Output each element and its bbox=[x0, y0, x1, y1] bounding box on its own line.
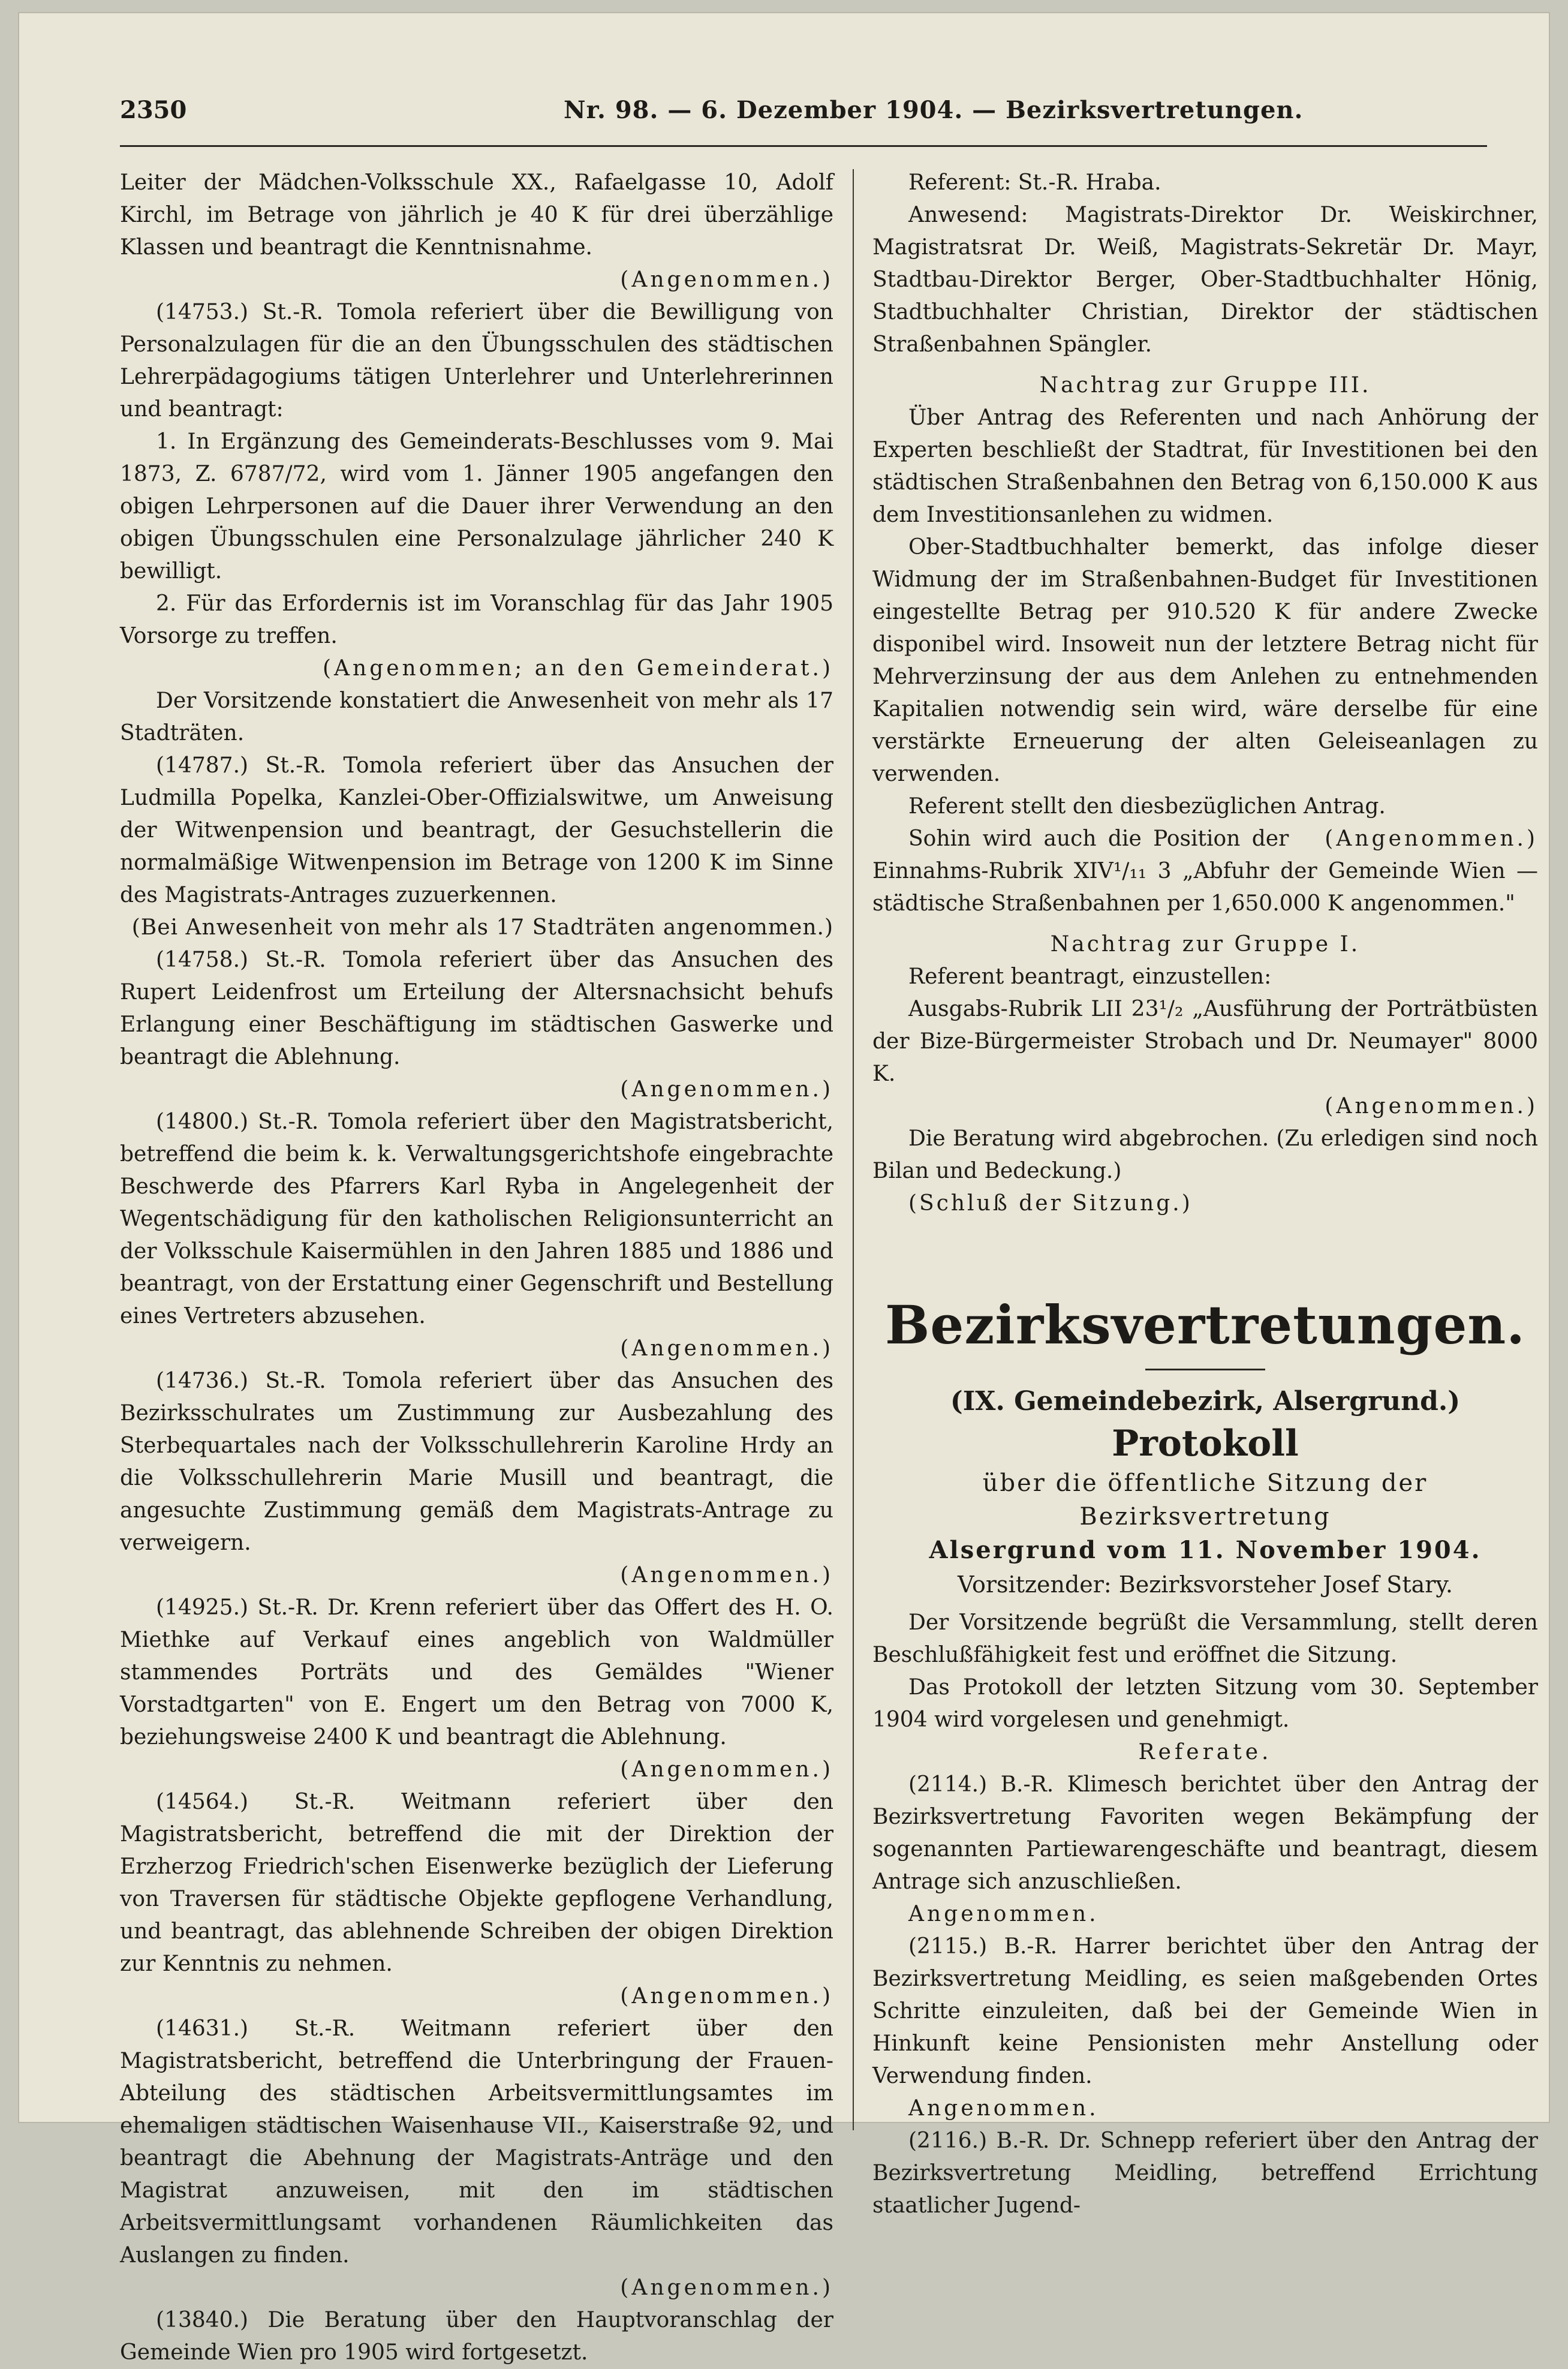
vote-result: (Angenommen.) bbox=[620, 1757, 833, 1782]
vote-result: (Angenommen.) bbox=[1325, 1094, 1538, 1119]
paragraph: Der Vorsitzende konstatiert die Anwesenheit von mehr als 17 Stadträten. bbox=[120, 689, 833, 745]
vote-result: (Angenommen.) bbox=[620, 1077, 833, 1102]
attendance: Anwesend: Magistrats-Direktor Dr. Weiskirchner, Magistratsrat Dr. Weiß, Magistrats-Sekretär Dr. Mayr, Stadtbau-Direktor Berger, Ober-Stadtbuchhalter Hönig, Stadtbuchhalter Christian, Direktor der städtischen Straßenbahnen Spängler. bbox=[872, 203, 1538, 357]
paragraph: (14758.) St.-R. Tomola referiert über das Ansuchen des Rupert Leidenfrost um Erteilung der Altersnachsicht behufs Erlangung einer Beschäftigung im städtischen Gaswerke und beantragt die Ablehnung. bbox=[120, 948, 833, 1069]
paragraph: (14631.) St.-R. Weitmann referiert über den Magistratsbericht, betreffend die Unterbringung der Frauen-Abteilung des städtischen Arbeitsvermittlungsamtes im ehemaligen städtischen Waisenhause VII., Kaiserstraße 92, und beantragt die Abehnung der Magistrats-Anträge und den Magistrat anzuweisen, mit den im städtischen Arbeitsvermittlungsamt vorhandenen Räumlichkeiten das Auslangen zu finden. bbox=[120, 2016, 833, 2268]
newspaper-page bbox=[18, 12, 1550, 2365]
paragraph: (13840.) Die Beratung über den Hauptvoranschlag der Gemeinde Wien pro 1905 wird fortgesetzt. bbox=[120, 2308, 833, 2365]
paragraph: (14925.) St.-R. Dr. Krenn referiert über das Offert des H. O. Miethke auf Verkauf eines angeblich von Waldmüller stammendes Porträts und des Gemäldes "Wiener Vorstadtgarten" von E. Engert um den Betrag von 7000 K, beziehungsweise 2400 K und beantragt die Ablehnung. bbox=[120, 1595, 833, 1749]
paragraph: Der Vorsitzende begrüßt die Versammlung, stellt deren Beschlußfähigkeit fest und eröffnet die Sitzung. bbox=[872, 1610, 1538, 1667]
vote-result: (Angenommen.) bbox=[620, 1563, 833, 1588]
running-title: Nr. 98. — 6. Dezember 1904. — Bezirksvertretungen. bbox=[564, 96, 1304, 124]
paragraph: 2. Für das Erfordernis ist im Voranschlag für das Jahr 1905 Vorsorge zu treffen. bbox=[120, 591, 833, 648]
paragraph: 1. In Ergänzung des Gemeinderats-Beschlusses vom 9. Mai 1873, Z. 6787/72, wird vom 1. Jänner 1905 angefangen den obigen Lehrpersonen auf die Dauer ihrer Verwendung an den obigen Übungsschulen eine Personalzulage jährlicher 240 K bewilligt. bbox=[120, 429, 833, 584]
section-subtitle: Nachtrag zur Gruppe III. bbox=[1039, 373, 1371, 398]
vote-result: (Angenommen.) bbox=[620, 1984, 833, 2009]
vote-result: (Angenommen.) bbox=[1325, 826, 1538, 851]
paragraph: Ausgabs-Rubrik LII 23¹/₂ „Ausführung der Porträtbüsten der Bize-Bürgermeister Strobach und Dr. Neumayer" 8000 K. bbox=[872, 997, 1538, 1086]
vote-result: (Angenommen.) bbox=[620, 267, 833, 292]
paragraph: (14736.) St.-R. Tomola referiert über das Ansuchen des Bezirksschulrates um Zustimmung zur Ausbezahlung des Sterbequartales nach der Volksschullehrerin Karoline Hrdy an die Volksschullehrerin Marie Musill und beantragt, die angesuchte Zustimmung gemäß dem Magistrats-Antrage zu verweigern. bbox=[120, 1369, 833, 1555]
page-number: 2350 bbox=[120, 96, 187, 124]
header-rule bbox=[120, 145, 1487, 147]
right-column bbox=[872, 167, 1538, 2222]
title-rule bbox=[1145, 1369, 1265, 1370]
vote-result: (Angenommen.) bbox=[620, 2275, 833, 2300]
paragraph: (2116.) B.-R. Dr. Schnepp referiert über den Antrag der Bezirksvertretung Meidling, betreffend Errichtung staatlicher Jugend- bbox=[872, 2129, 1538, 2218]
paragraph: Ober-Stadtbuchhalter bemerkt, das infolge dieser Widmung der im Straßenbahnen-Budget für Investitionen eingestellte Betrag per 910.520 K für andere Zwecke disponibel wird. Insoweit nun der letztere Betrag nicht für Mehrverzinsung der aus dem Anlehen zu entnehmenden Kapitalien notwendig sein wird, wäre derselbe für eine verstärkte Erneuerung der alten Geleiseanlagen zu verwenden. bbox=[872, 535, 1538, 786]
paragraph: (14564.) St.-R. Weitmann referiert über den Magistratsbericht, betreffend die mit der Direktion der Erzherzog Friedrich'schen Eisenwerke bezüglich der Lieferung von Traversen für städtische Objekte gepflogene Verhandlung, und beantragt, das ablehnende Schreiben der obigen Direktion zur Kenntnis zu nehmen. bbox=[120, 1790, 833, 1976]
paragraph: Das Protokoll der letzten Sitzung vom 30. September 1904 wird vorgelesen und genehmigt. bbox=[872, 1675, 1538, 1732]
protocol-date: Alsergrund vom 11. November 1904. bbox=[929, 1536, 1482, 1564]
paragraph: Referent beantragt, einzustellen: bbox=[908, 964, 1272, 989]
vote-result: (Angenommen.) bbox=[620, 1336, 833, 1361]
left-column bbox=[120, 167, 833, 2369]
paragraph: (2114.) B.-R. Klimesch berichtet über den Antrag der Bezirksvertretung Favoriten wegen Bekämpfung der sogenannten Partiewarengeschäfte und beantragt, diesem Antrage sich anzuschließen. bbox=[872, 1772, 1538, 1894]
paragraph: (14753.) St.-R. Tomola referiert über die Bewilligung von Personalzulagen für die an den Übungsschulen des städtischen Lehrerpädagogiums tätigen Unterlehrer und Unterlehrerinnen und beantragt: bbox=[120, 300, 833, 422]
paragraph: Über Antrag des Referenten und nach Anhörung der Experten beschließt der Stadtrat, für Investitionen bei den städtischen Straßenbahnen den Betrag von 6,150.000 K aus dem Investitionsanlehen zu widmen. bbox=[872, 405, 1538, 527]
protocol-subtitle: über die öffentliche Sitzung der Bezirksvertretung bbox=[982, 1469, 1428, 1531]
referent-line: Referent: St.-R. Hraba. bbox=[908, 170, 1161, 195]
session-end: (Schluß der Sitzung.) bbox=[908, 1191, 1193, 1216]
page-header bbox=[120, 96, 1487, 138]
district-heading: (IX. Gemeindebezirk, Alsergrund.) bbox=[950, 1386, 1461, 1417]
chair-line: Vorsitzender: Bezirksvorsteher Josef Stary. bbox=[958, 1571, 1453, 1598]
protocol-heading: Protokoll bbox=[1112, 1423, 1299, 1465]
referent-motion: Referent stellt den diesbezüglichen Antrag. bbox=[908, 794, 1386, 819]
vote-result: Angenommen. bbox=[908, 1902, 1099, 1926]
reports-heading: Referate. bbox=[1138, 1740, 1272, 1764]
paragraph: Leiter der Mädchen-Volksschule XX., Rafaelgasse 10, Adolf Kirchl, im Betrage von jährlich je 40 K für drei überzählige Klassen und beantragt die Kenntnisnahme. bbox=[120, 170, 833, 260]
paragraph bbox=[872, 790, 1538, 851]
section-title: Bezirksvertretungen. bbox=[885, 1294, 1525, 1356]
paragraph: Die Beratung wird abgebrochen. (Zu erledigen sind noch Bilan und Bedeckung.) bbox=[872, 1126, 1538, 1183]
vote-result: (Angenommen; an den Gemeinderat.) bbox=[322, 656, 833, 681]
vote-result: (Bei Anwesenheit von mehr als 17 Stadträten angenommen.) bbox=[131, 915, 833, 940]
vote-result: Angenommen. bbox=[908, 2096, 1099, 2121]
paragraph: (14800.) St.-R. Tomola referiert über den Magistratsbericht, betreffend die beim k. k. Verwaltungsgerichtshofe eingebrachte Beschwerde des Pfarrers Karl Ryba in Angelegenheit der Wegentschädigung für den katholischen Religionsunterricht an der Volksschule Kaisermühlen in den Jahren 1885 und 1886 und beantragt, von der Erstattung einer Gegenschrift und Bestellung eines Vertreters abzusehen. bbox=[120, 1110, 833, 1328]
section-subtitle: Nachtrag zur Gruppe I. bbox=[1050, 932, 1361, 957]
column-divider bbox=[853, 169, 854, 2130]
paragraph: (2115.) B.-R. Harrer berichtet über den Antrag der Bezirksvertretung Meidling, es seien maßgebenden Ortes Schritte einzuleiten, daß bei der Gemeinde Wien in Hinkunft keine Pensionisten mehr Anstellung oder Verwendung finden. bbox=[872, 1934, 1538, 2088]
paragraph: Sohin wird auch die Position der Einnahms-Rubrik XIV¹/₁₁ 3 „Abfuhr der Gemeinde Wien — städtische Straßenbahnen per 1,650.000 K angenommen." bbox=[872, 826, 1538, 916]
paragraph: (14787.) St.-R. Tomola referiert über das Ansuchen der Ludmilla Popelka, Kanzlei-Ober-Offizialswitwe, um Anweisung der Witwenpension und beantragt, der Gesuchstellerin die normalmäßige Witwenpension im Betrage von 1200 K im Sinne des Magistrats-Antrages zuzuerkennen. bbox=[120, 753, 833, 907]
